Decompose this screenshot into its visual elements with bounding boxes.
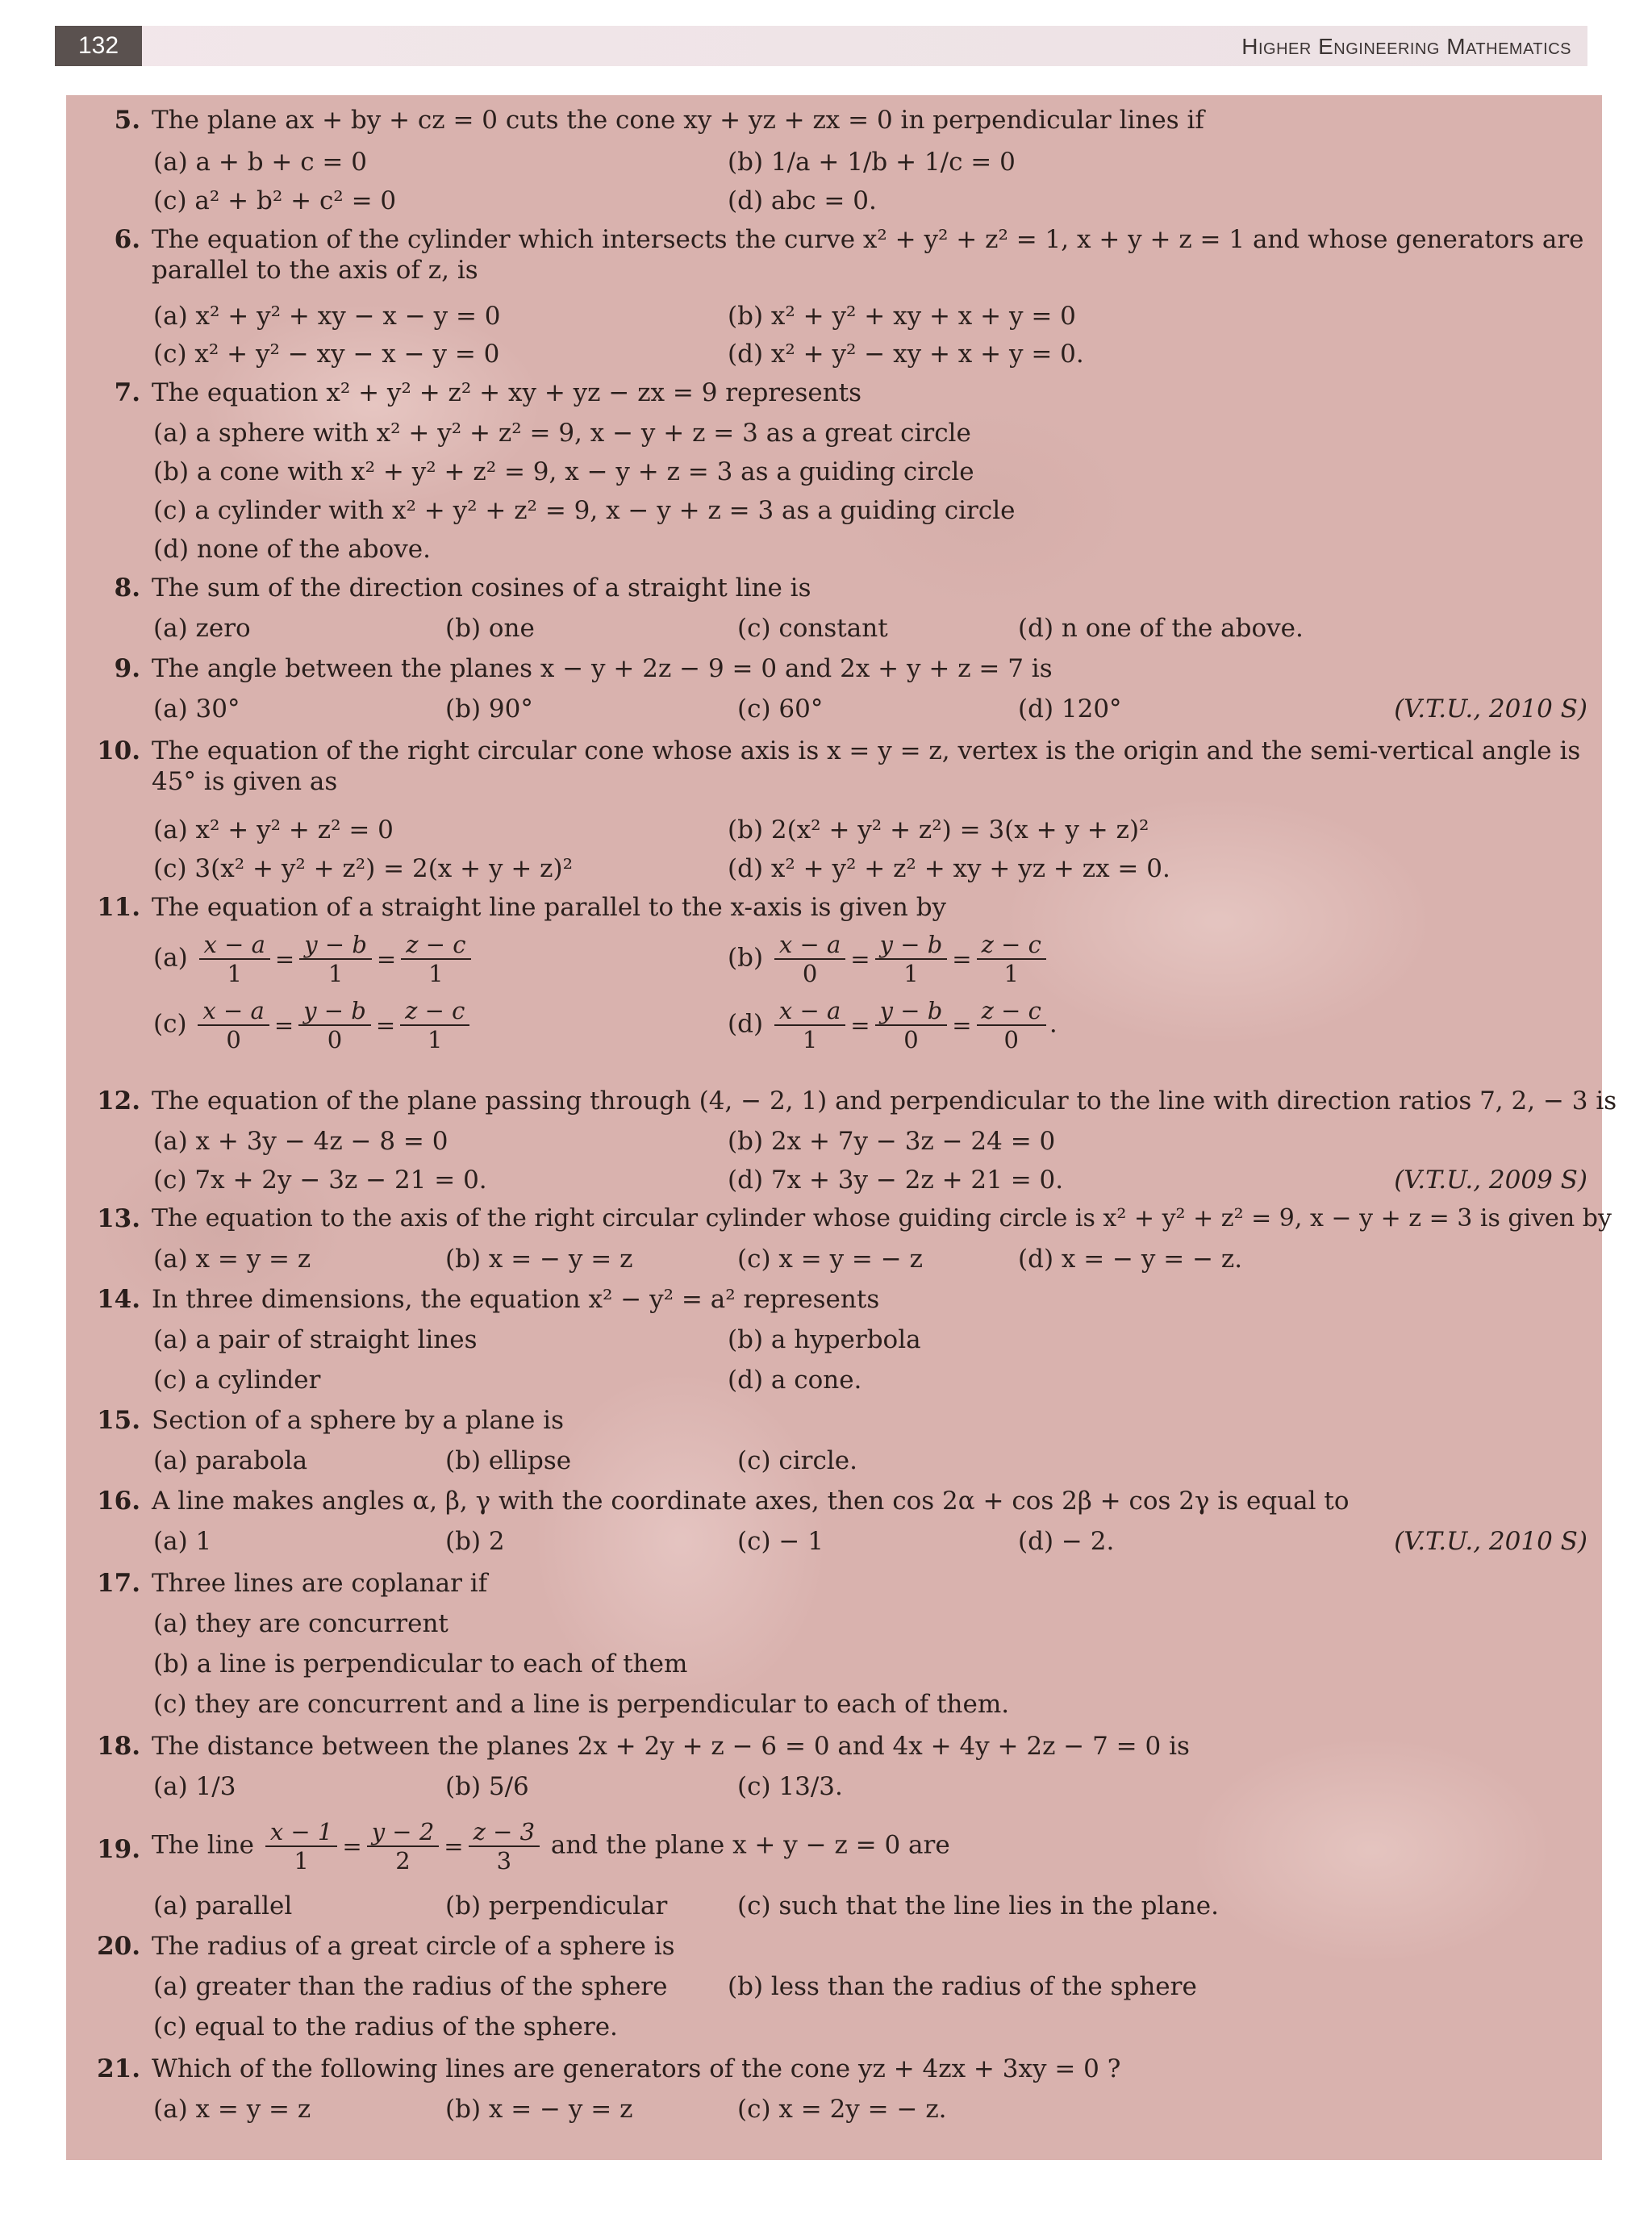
question-text: The radius of a great circle of a sphere is — [152, 1932, 675, 1961]
question-text: A line makes angles α, β, γ with the coordinate axes, then cos 2α + cos 2β + cos 2γ is equal to — [152, 1487, 1350, 1516]
numerator: z − c — [401, 931, 470, 960]
fraction — [774, 997, 845, 1053]
question-text: The sum of the direction cosines of a straight line is — [152, 573, 811, 603]
denominator: 1 — [428, 960, 444, 987]
fraction — [977, 997, 1046, 1053]
question-number: 19. — [97, 1835, 140, 1864]
denominator: 3 — [496, 1847, 512, 1875]
question-number: 7. — [114, 378, 140, 407]
option-a — [153, 931, 474, 987]
option-b: (b) a cone with x² + y² + z² = 9, x − y + z = 3 as a guiding circle — [153, 457, 974, 486]
option-b — [728, 931, 1049, 987]
option-b: (b) 2x + 7y − 3z − 24 = 0 — [728, 1127, 1056, 1156]
option-b: (b) a line is perpendicular to each of them — [153, 1649, 688, 1679]
question-number: 14. — [97, 1285, 140, 1314]
numerator: z − 3 — [469, 1818, 540, 1847]
option-d: (d) n one of the above. — [1018, 614, 1304, 643]
denominator: 1 — [903, 960, 919, 987]
option-c: (c) circle. — [737, 1446, 857, 1475]
question-number: 6. — [114, 225, 140, 254]
option-d: (d) x = − y = − z. — [1018, 1245, 1243, 1274]
question-number: 12. — [97, 1086, 140, 1116]
denominator: 1 — [327, 960, 344, 987]
fraction — [298, 997, 371, 1053]
option-a: (a) x = y = z — [153, 1245, 311, 1274]
denominator: 1 — [1003, 960, 1019, 987]
equals-sign: = — [376, 945, 397, 973]
option-b: (b) 2(x² + y² + z²) = 3(x + y + z)² — [728, 815, 1149, 845]
question-text-before: The line — [152, 1830, 254, 1860]
page-number: 132 — [55, 26, 142, 66]
numerator: y − 2 — [367, 1818, 440, 1847]
fraction — [400, 997, 469, 1053]
numerator: z − c — [400, 997, 469, 1026]
fraction — [265, 1818, 338, 1875]
question-text: The distance between the planes 2x + 2y + z − 6 = 0 and 4x + 4y + 2z − 7 = 0 is — [152, 1732, 1190, 1761]
option-c — [153, 997, 473, 1053]
fraction — [875, 931, 948, 987]
fraction — [299, 931, 372, 987]
denominator: 1 — [294, 1847, 309, 1875]
option-b: (b) x = − y = z — [445, 2095, 633, 2124]
option-c: (c) equal to the radius of the sphere. — [153, 2012, 618, 2041]
equals-sign: = — [274, 945, 295, 973]
numerator: x − a — [774, 997, 845, 1026]
option-b: (b) 1/a + 1/b + 1/c = 0 — [728, 148, 1016, 177]
option-a: (a) a sphere with x² + y² + z² = 9, x − y + z = 3 as a great circle — [153, 419, 971, 448]
equals-sign: = — [375, 1011, 396, 1039]
denominator: 2 — [395, 1847, 411, 1875]
question-text: The equation of the cylinder which intersects the curve x² + y² + z² = 1, x + y + z = 1 and whose generators are parallel to the axis of z, is — [152, 225, 1584, 285]
option-d: (d) abc = 0. — [728, 186, 877, 215]
option-b: (b) a hyperbola — [728, 1325, 921, 1354]
option-c: (c) 13/3. — [737, 1772, 843, 1801]
fraction — [199, 931, 270, 987]
option-b: (b) less than the radius of the sphere — [728, 1972, 1197, 2001]
question-text: The plane ax + by + cz = 0 cuts the cone xy + yz + zx = 0 in perpendicular lines if — [152, 106, 1204, 135]
option-b: (b) 90° — [445, 694, 533, 724]
denominator: 1 — [428, 1026, 443, 1053]
option-label: (a) — [153, 943, 188, 973]
source-citation: (V.T.U., 2010 S) — [1394, 694, 1587, 724]
denominator: 0 — [802, 960, 818, 987]
fraction — [198, 997, 269, 1053]
question-number: 8. — [114, 573, 140, 603]
option-a: (a) x² + y² + z² = 0 — [153, 815, 394, 845]
denominator: 1 — [227, 960, 242, 987]
question-text: Section of a sphere by a plane is — [152, 1406, 564, 1435]
option-c: (c) x = y = − z — [737, 1245, 923, 1274]
fraction — [469, 1818, 540, 1875]
option-c: (c) x = 2y = − z. — [737, 2095, 947, 2124]
option-a: (a) 1/3 — [153, 1772, 236, 1801]
fraction — [774, 931, 845, 987]
option-c: (c) x² + y² − xy − x − y = 0 — [153, 340, 500, 369]
option-b: (b) 5/6 — [445, 1772, 529, 1801]
question-text-after: and the plane x + y − z = 0 are — [550, 1830, 950, 1860]
numerator: x − a — [774, 931, 845, 960]
option-c: (c) they are concurrent and a line is perpendicular to each of them. — [153, 1690, 1010, 1719]
numerator: z − c — [977, 997, 1046, 1026]
option-a: (a) zero — [153, 614, 251, 643]
option-d — [728, 997, 1058, 1053]
question-text: Which of the following lines are generators of the cone yz + 4zx + 3xy = 0 ? — [152, 2054, 1121, 2083]
question-text: The equation of the plane passing through (4, − 2, 1) and perpendicular to the line with direction ratios 7, 2, − 3 is — [152, 1086, 1617, 1116]
book-title: Higher Engineering Mathematics — [1241, 34, 1571, 59]
option-c: (c) a cylinder with x² + y² + z² = 9, x − y + z = 3 as a guiding circle — [153, 496, 1016, 525]
option-a: (a) a + b + c = 0 — [153, 148, 367, 177]
option-d: (d) x² + y² + z² + xy + yz + zx = 0. — [728, 854, 1170, 883]
question-text: The equation of a straight line parallel to the x-axis is given by — [152, 893, 947, 922]
option-c: (c) − 1 — [737, 1527, 824, 1556]
option-d: (d) none of the above. — [153, 535, 431, 564]
equals-sign: = — [850, 1011, 870, 1039]
option-c: (c) a² + b² + c² = 0 — [153, 186, 397, 215]
denominator: 0 — [1003, 1026, 1019, 1053]
option-a: (a) x = y = z — [153, 2095, 311, 2124]
option-label: (c) — [153, 1009, 187, 1039]
fraction — [367, 1818, 440, 1875]
denominator: 1 — [802, 1026, 818, 1053]
option-b: (b) ellipse — [445, 1446, 572, 1475]
equals-sign: = — [273, 1011, 294, 1039]
option-c: (c) 60° — [737, 694, 824, 724]
equals-sign: = — [850, 945, 870, 973]
numerator: y − b — [875, 931, 948, 960]
denominator: 0 — [903, 1026, 919, 1053]
equals-sign: = — [952, 1011, 972, 1039]
option-d: (d) a cone. — [728, 1366, 862, 1395]
option-d: (d) x² + y² − xy + x + y = 0. — [728, 340, 1084, 369]
option-a: (a) x² + y² + xy − x − y = 0 — [153, 302, 501, 331]
numerator: y − b — [299, 931, 372, 960]
option-c: (c) such that the line lies in the plane. — [737, 1891, 1219, 1920]
option-a: (a) parallel — [153, 1891, 293, 1920]
question-number: 20. — [97, 1932, 140, 1961]
numerator: x − a — [199, 931, 270, 960]
fraction — [401, 931, 470, 987]
option-a: (a) parabola — [153, 1446, 308, 1475]
question-number: 15. — [97, 1406, 140, 1435]
question-number: 13. — [97, 1204, 140, 1233]
page-header — [55, 26, 1587, 66]
option-a: (a) a pair of straight lines — [153, 1325, 478, 1354]
option-label: (d) — [728, 1009, 764, 1039]
option-a: (a) x + 3y − 4z − 8 = 0 — [153, 1127, 448, 1156]
option-a: (a) greater than the radius of the sphere — [153, 1972, 668, 2001]
numerator: y − b — [298, 997, 371, 1026]
question-number: 17. — [97, 1569, 140, 1598]
denominator: 0 — [226, 1026, 241, 1053]
option-c: (c) a cylinder — [153, 1366, 321, 1395]
denominator: 0 — [327, 1026, 343, 1053]
question-text: The angle between the planes x − y + 2z − 9 = 0 and 2x + y + z = 7 is — [152, 654, 1053, 683]
option-b: (b) x² + y² + xy + x + y = 0 — [728, 302, 1076, 331]
source-citation: (V.T.U., 2009 S) — [1394, 1166, 1587, 1195]
option-b: (b) one — [445, 614, 535, 643]
equals-sign: = — [444, 1833, 464, 1860]
option-c: (c) 3(x² + y² + z²) = 2(x + y + z)² — [153, 854, 574, 883]
option-d: (d) 7x + 3y − 2z + 21 = 0. — [728, 1166, 1064, 1195]
question-text: The equation x² + y² + z² + xy + yz − zx = 9 represents — [152, 378, 862, 407]
numerator: z − c — [977, 931, 1046, 960]
option-label: (b) — [728, 943, 764, 973]
question-text — [152, 1818, 950, 1875]
equals-sign: = — [952, 945, 972, 973]
question-panel — [66, 95, 1617, 2160]
option-c: (c) 7x + 2y − 3z − 21 = 0. — [153, 1166, 487, 1195]
question-number: 16. — [97, 1487, 140, 1516]
option-a: (a) they are concurrent — [153, 1609, 448, 1638]
question-number: 9. — [114, 654, 140, 683]
option-b: (b) x = − y = z — [445, 1245, 633, 1274]
question-number: 21. — [97, 2054, 140, 2083]
question-19 — [66, 1818, 1602, 1883]
option-b: (b) 2 — [445, 1527, 505, 1556]
option-d: (d) 120° — [1018, 694, 1122, 724]
fraction — [875, 997, 948, 1053]
question-number: 18. — [97, 1732, 140, 1761]
question-text: The equation to the axis of the right circular cylinder whose guiding circle is x² + y² + z² = 9, x − y + z = 3 is given by — [152, 1204, 1612, 1232]
equals-sign: = — [342, 1833, 362, 1860]
option-b: (b) perpendicular — [445, 1891, 668, 1920]
option-a: (a) 30° — [153, 694, 240, 724]
option-c: (c) constant — [737, 614, 888, 643]
question-text: The equation of the right circular cone whose axis is x = y = z, vertex is the origin and the semi-vertical angle is 45° is given as — [152, 736, 1581, 796]
question-number: 10. — [97, 736, 140, 765]
question-text: Three lines are coplanar if — [152, 1569, 488, 1598]
question-number: 11. — [97, 893, 140, 922]
numerator: y − b — [875, 997, 948, 1026]
option-d: (d) − 2. — [1018, 1527, 1115, 1556]
numerator: x − a — [198, 997, 269, 1026]
question-text: In three dimensions, the equation x² − y² = a² represents — [152, 1285, 880, 1314]
question-number: 5. — [114, 106, 140, 135]
numerator: x − 1 — [265, 1818, 338, 1847]
fraction — [977, 931, 1046, 987]
end-period: . — [1049, 1009, 1058, 1039]
option-a: (a) 1 — [153, 1527, 212, 1556]
source-citation: (V.T.U., 2010 S) — [1394, 1527, 1587, 1556]
